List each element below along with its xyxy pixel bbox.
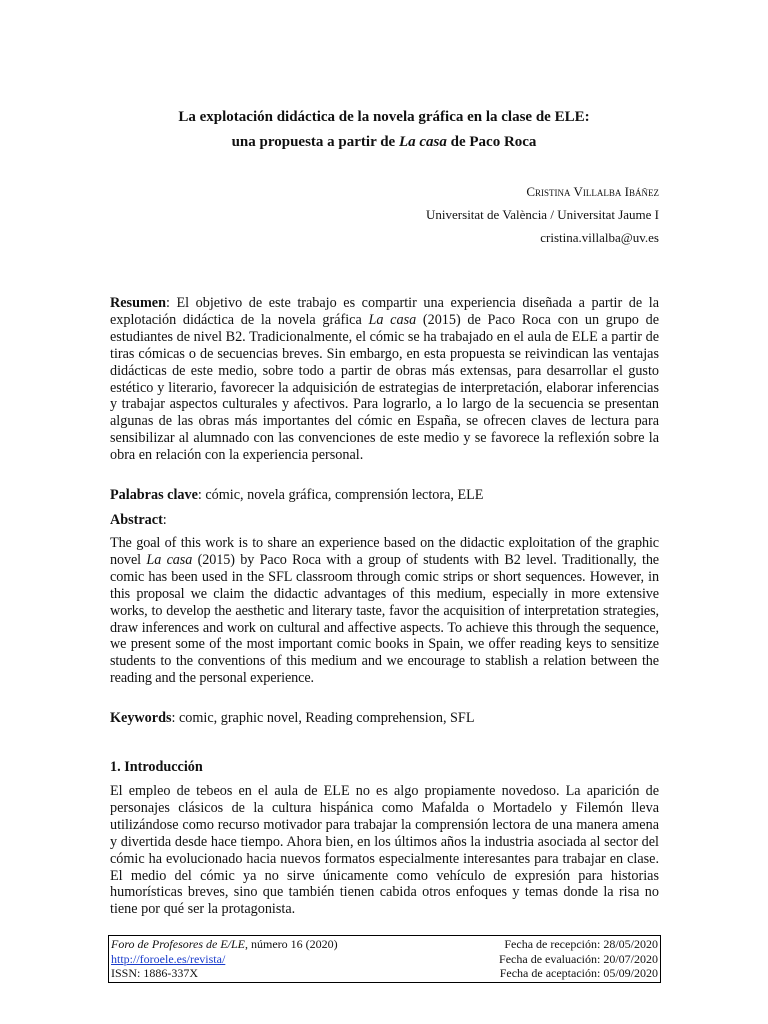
palabras-clave-label: Palabras clave [110, 487, 198, 503]
journal-name: Foro de Profesores de E/LE [111, 937, 245, 951]
resumen-text-1: : El objetivo de este trabajo es compartir una experiencia diseñada a partir de la explotación didáctica de la novela gráfica [110, 295, 659, 328]
author-affiliation: Universitat de València / Universitat Jaume I [426, 207, 659, 222]
fecha-recepcion: Fecha de recepción: 28/05/2020 [504, 937, 658, 951]
abstract-colon: : [162, 512, 167, 528]
fecha-evaluacion: Fecha de evaluación: 20/07/2020 [499, 951, 658, 966]
author-email: cristina.villalba@uv.es [540, 230, 659, 245]
palabras-clave-text: : cómic, novela gráfica, comprensión lectora, ELE [197, 487, 484, 503]
introduction-paragraph: El empleo de tebeos en el aula de ELE no es algo propiamente novedoso. La aparición de personajes clásicos de la cultura hispánica como Mafalda o Mortadelo y Filemón lleva utilizándose como recurso motivador para trabajar la comprensión lectora de una manera amena y divertida desde hace tiempo. Ahora bien, en los últimos años la industria asociada al sector del cómic ha evolucionado hacia nuevos formatos especialmente interesantes para trabajar en clase. El medio del cómic ya no sirve únicamente como vehículo de expresión para historias humorísticas breves, sino que también tienen cabida otros enfoques y temas donde la risa no tiene por qué ser la protagonista. [110, 783, 659, 918]
abstract-text-1: The goal of this work is to share an experience based on the didactic exploitation of the graphic novel [110, 535, 659, 568]
keywords-label: Keywords [110, 710, 172, 726]
abstract-label: Abstract [110, 512, 163, 528]
resumen-text-2: (2015) de Paco Roca con un grupo de estudiantes de nivel B2. Tradicionalmente, el cómic se ha trabajado en el aula de ELE a partir de tiras cómicas o de secuencias breves. Sin embargo, en esta propuesta se reivindican las ventajas didácticas de este medio, sobre todo a partir de obras más extensas, para desarrollar el gusto estético y literario, favorecer la adquisición de estrategias de interpretación, elaborar inferencias y trabajar aspectos culturales y afectivos. Para lograrlo, a lo largo de la secuencia se presentan algunas de las obras más importantes del cómic en España, se ofrecen claves de lectura para sensibilizar al alumnado con las convenciones de este medio y se favorece la reflexión sobre la obra en relación con la experiencia personal. [110, 311, 659, 464]
resumen-italic: La casa [368, 311, 417, 328]
journal-issue: , número 16 (2020) [244, 937, 338, 951]
footer-journal [111, 937, 338, 952]
author-name: Cristina Villalba Ibáñez [526, 184, 659, 199]
section-heading: 1. Introducción [110, 759, 203, 775]
keywords-text: : comic, graphic novel, Reading comprehension, SFL [171, 710, 475, 726]
palabras-clave [110, 487, 659, 504]
paper-title-line-1: La explotación didáctica de la novela gráfica en la clase de ELE: [178, 109, 590, 125]
abstract-paragraph [110, 535, 659, 687]
abstract-text-2: (2015) by Paco Roca with a group of students with B2 level. Traditionally, the comic has been used in the SFL classroom through comic strips or short sequences. However, in this proposal we claim the didactic advantages of this medium, especially in more extensive works, to develop the aesthetic and literary taste, favor the acquisition of interpretation strategies, draw inferences and work on cultural and affective aspects. To achieve this through the sequence, we present some of the most important comic books in Spain, we offer reading keys to sensitize students to the conventions of this medium and we encourage to stablish a relation between the reading and the personal experience. [110, 551, 660, 687]
resumen-label: Resumen [110, 295, 166, 311]
abstract-italic: La casa [146, 551, 193, 568]
footer-left [111, 937, 338, 981]
title-line2-pre: una propuesta a partir de [231, 134, 399, 150]
author-block [426, 180, 659, 249]
fecha-aceptacion: Fecha de aceptación: 05/09/2020 [499, 966, 658, 980]
abstract-heading [110, 512, 659, 529]
journal-url-link[interactable]: http://foroele.es/revista/ [111, 951, 226, 966]
paper-title-line-2 [0, 134, 768, 151]
keywords [110, 710, 659, 727]
resumen-paragraph [110, 295, 659, 464]
journal-footer [108, 935, 661, 983]
title-line2-italic: La casa [398, 134, 447, 150]
footer-right [499, 937, 658, 981]
footer-issn: ISSN: 1886-337X [111, 966, 199, 980]
title-line2-post: de Paco Roca [446, 134, 537, 150]
